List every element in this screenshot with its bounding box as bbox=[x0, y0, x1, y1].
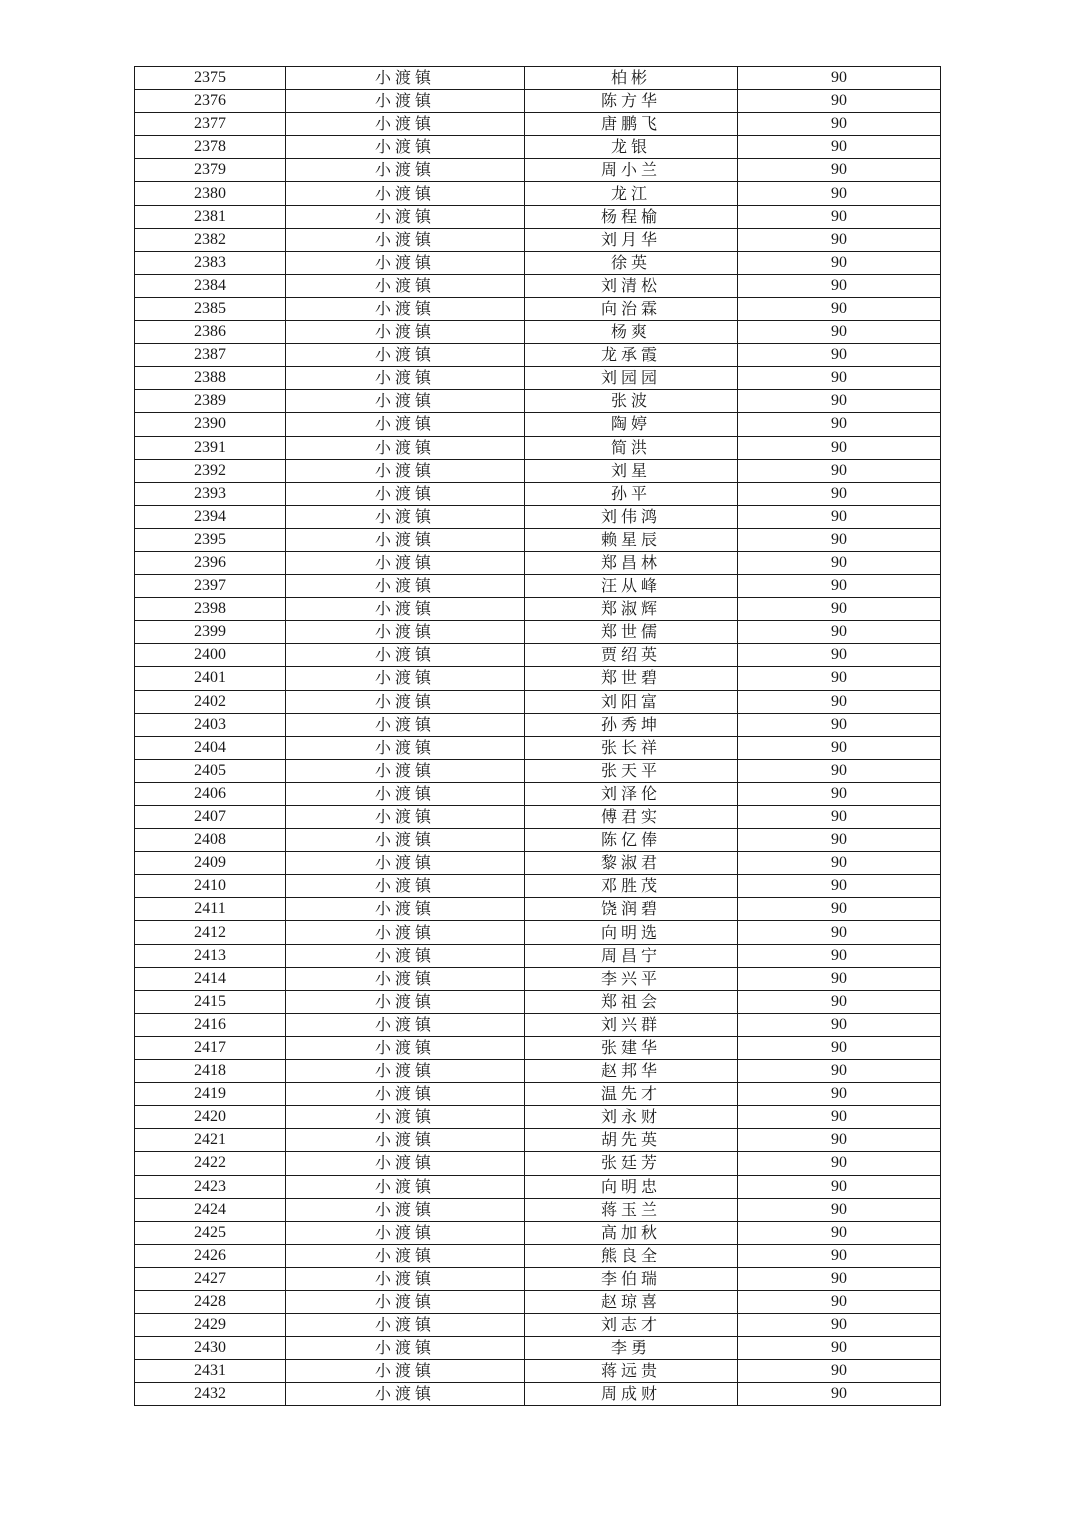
row-number-cell: 2405 bbox=[135, 759, 286, 782]
name-cell: 郑昌林 bbox=[525, 551, 738, 574]
score-cell: 90 bbox=[738, 667, 941, 690]
name-cell: 张廷芳 bbox=[525, 1152, 738, 1175]
table-row bbox=[135, 297, 941, 320]
town-cell: 小渡镇 bbox=[286, 1129, 525, 1152]
score-cell: 90 bbox=[738, 1175, 941, 1198]
row-number-cell: 2426 bbox=[135, 1244, 286, 1267]
town-cell: 小渡镇 bbox=[286, 159, 525, 182]
table-row bbox=[135, 1152, 941, 1175]
name-cell: 李兴平 bbox=[525, 967, 738, 990]
town-cell: 小渡镇 bbox=[286, 782, 525, 805]
town-cell: 小渡镇 bbox=[286, 1337, 525, 1360]
score-cell: 90 bbox=[738, 1383, 941, 1406]
town-cell: 小渡镇 bbox=[286, 1060, 525, 1083]
table-row bbox=[135, 159, 941, 182]
table-row bbox=[135, 575, 941, 598]
name-cell: 邓胜茂 bbox=[525, 875, 738, 898]
row-number-cell: 2416 bbox=[135, 1013, 286, 1036]
town-cell: 小渡镇 bbox=[286, 921, 525, 944]
score-cell: 90 bbox=[738, 367, 941, 390]
score-cell: 90 bbox=[738, 1198, 941, 1221]
table-row bbox=[135, 90, 941, 113]
score-cell: 90 bbox=[738, 344, 941, 367]
name-cell: 向治霖 bbox=[525, 297, 738, 320]
town-cell: 小渡镇 bbox=[286, 852, 525, 875]
score-cell: 90 bbox=[738, 1060, 941, 1083]
table-row bbox=[135, 852, 941, 875]
name-cell: 贾绍英 bbox=[525, 644, 738, 667]
town-cell: 小渡镇 bbox=[286, 598, 525, 621]
table-row bbox=[135, 274, 941, 297]
table-row bbox=[135, 367, 941, 390]
town-cell: 小渡镇 bbox=[286, 759, 525, 782]
table-row bbox=[135, 875, 941, 898]
score-cell: 90 bbox=[738, 1360, 941, 1383]
table-row bbox=[135, 1267, 941, 1290]
row-number-cell: 2387 bbox=[135, 344, 286, 367]
table-row bbox=[135, 436, 941, 459]
row-number-cell: 2397 bbox=[135, 575, 286, 598]
row-number-cell: 2425 bbox=[135, 1221, 286, 1244]
row-number-cell: 2409 bbox=[135, 852, 286, 875]
score-cell: 90 bbox=[738, 297, 941, 320]
table-row bbox=[135, 759, 941, 782]
table-row bbox=[135, 990, 941, 1013]
table-row bbox=[135, 690, 941, 713]
row-number-cell: 2376 bbox=[135, 90, 286, 113]
town-cell: 小渡镇 bbox=[286, 482, 525, 505]
town-cell: 小渡镇 bbox=[286, 274, 525, 297]
row-number-cell: 2421 bbox=[135, 1129, 286, 1152]
row-number-cell: 2427 bbox=[135, 1267, 286, 1290]
name-cell: 刘泽伦 bbox=[525, 782, 738, 805]
score-cell: 90 bbox=[738, 967, 941, 990]
row-number-cell: 2399 bbox=[135, 621, 286, 644]
town-cell: 小渡镇 bbox=[286, 528, 525, 551]
table-row bbox=[135, 505, 941, 528]
table-row bbox=[135, 321, 941, 344]
row-number-cell: 2411 bbox=[135, 898, 286, 921]
table-row bbox=[135, 1314, 941, 1337]
town-cell: 小渡镇 bbox=[286, 990, 525, 1013]
score-cell: 90 bbox=[738, 713, 941, 736]
row-number-cell: 2408 bbox=[135, 829, 286, 852]
name-cell: 刘伟鸿 bbox=[525, 505, 738, 528]
score-cell: 90 bbox=[738, 136, 941, 159]
name-cell: 陈方华 bbox=[525, 90, 738, 113]
roster-table-body bbox=[135, 67, 941, 1406]
table-row bbox=[135, 898, 941, 921]
town-cell: 小渡镇 bbox=[286, 90, 525, 113]
row-number-cell: 2385 bbox=[135, 297, 286, 320]
score-cell: 90 bbox=[738, 829, 941, 852]
score-cell: 90 bbox=[738, 90, 941, 113]
score-cell: 90 bbox=[738, 1290, 941, 1313]
score-cell: 90 bbox=[738, 159, 941, 182]
score-cell: 90 bbox=[738, 1267, 941, 1290]
score-cell: 90 bbox=[738, 736, 941, 759]
name-cell: 郑世碧 bbox=[525, 667, 738, 690]
row-number-cell: 2398 bbox=[135, 598, 286, 621]
score-cell: 90 bbox=[738, 205, 941, 228]
town-cell: 小渡镇 bbox=[286, 1383, 525, 1406]
score-cell: 90 bbox=[738, 1129, 941, 1152]
name-cell: 刘志才 bbox=[525, 1314, 738, 1337]
row-number-cell: 2422 bbox=[135, 1152, 286, 1175]
table-row bbox=[135, 251, 941, 274]
town-cell: 小渡镇 bbox=[286, 621, 525, 644]
row-number-cell: 2375 bbox=[135, 67, 286, 90]
table-row bbox=[135, 528, 941, 551]
row-number-cell: 2407 bbox=[135, 806, 286, 829]
name-cell: 张建华 bbox=[525, 1036, 738, 1059]
row-number-cell: 2382 bbox=[135, 228, 286, 251]
row-number-cell: 2419 bbox=[135, 1083, 286, 1106]
name-cell: 简洪 bbox=[525, 436, 738, 459]
score-cell: 90 bbox=[738, 1221, 941, 1244]
name-cell: 孙平 bbox=[525, 482, 738, 505]
table-row bbox=[135, 413, 941, 436]
table-row bbox=[135, 182, 941, 205]
row-number-cell: 2404 bbox=[135, 736, 286, 759]
name-cell: 黎淑君 bbox=[525, 852, 738, 875]
row-number-cell: 2388 bbox=[135, 367, 286, 390]
score-cell: 90 bbox=[738, 67, 941, 90]
table-row bbox=[135, 67, 941, 90]
town-cell: 小渡镇 bbox=[286, 1036, 525, 1059]
name-cell: 刘阳富 bbox=[525, 690, 738, 713]
score-cell: 90 bbox=[738, 459, 941, 482]
town-cell: 小渡镇 bbox=[286, 1290, 525, 1313]
row-number-cell: 2386 bbox=[135, 321, 286, 344]
name-cell: 向明忠 bbox=[525, 1175, 738, 1198]
name-cell: 张长祥 bbox=[525, 736, 738, 759]
town-cell: 小渡镇 bbox=[286, 1221, 525, 1244]
name-cell: 龙银 bbox=[525, 136, 738, 159]
name-cell: 周昌宁 bbox=[525, 944, 738, 967]
name-cell: 刘月华 bbox=[525, 228, 738, 251]
table-row bbox=[135, 1013, 941, 1036]
score-cell: 90 bbox=[738, 690, 941, 713]
row-number-cell: 2395 bbox=[135, 528, 286, 551]
table-row bbox=[135, 1106, 941, 1129]
table-row bbox=[135, 967, 941, 990]
name-cell: 蒋远贵 bbox=[525, 1360, 738, 1383]
name-cell: 孙秀坤 bbox=[525, 713, 738, 736]
table-row bbox=[135, 944, 941, 967]
town-cell: 小渡镇 bbox=[286, 575, 525, 598]
row-number-cell: 2406 bbox=[135, 782, 286, 805]
name-cell: 张波 bbox=[525, 390, 738, 413]
town-cell: 小渡镇 bbox=[286, 898, 525, 921]
table-row bbox=[135, 551, 941, 574]
table-row bbox=[135, 136, 941, 159]
table-row bbox=[135, 1036, 941, 1059]
score-cell: 90 bbox=[738, 875, 941, 898]
town-cell: 小渡镇 bbox=[286, 321, 525, 344]
town-cell: 小渡镇 bbox=[286, 806, 525, 829]
name-cell: 饶润碧 bbox=[525, 898, 738, 921]
name-cell: 龙江 bbox=[525, 182, 738, 205]
name-cell: 蒋玉兰 bbox=[525, 1198, 738, 1221]
name-cell: 温先才 bbox=[525, 1083, 738, 1106]
score-cell: 90 bbox=[738, 644, 941, 667]
score-cell: 90 bbox=[738, 1314, 941, 1337]
name-cell: 周成财 bbox=[525, 1383, 738, 1406]
score-cell: 90 bbox=[738, 482, 941, 505]
score-cell: 90 bbox=[738, 1244, 941, 1267]
town-cell: 小渡镇 bbox=[286, 667, 525, 690]
score-cell: 90 bbox=[738, 1036, 941, 1059]
table-row bbox=[135, 390, 941, 413]
row-number-cell: 2401 bbox=[135, 667, 286, 690]
row-number-cell: 2413 bbox=[135, 944, 286, 967]
table-row bbox=[135, 482, 941, 505]
town-cell: 小渡镇 bbox=[286, 205, 525, 228]
table-row bbox=[135, 1129, 941, 1152]
name-cell: 刘永财 bbox=[525, 1106, 738, 1129]
score-cell: 90 bbox=[738, 990, 941, 1013]
row-number-cell: 2394 bbox=[135, 505, 286, 528]
name-cell: 赵琼喜 bbox=[525, 1290, 738, 1313]
row-number-cell: 2377 bbox=[135, 113, 286, 136]
table-row bbox=[135, 921, 941, 944]
town-cell: 小渡镇 bbox=[286, 1013, 525, 1036]
row-number-cell: 2428 bbox=[135, 1290, 286, 1313]
town-cell: 小渡镇 bbox=[286, 67, 525, 90]
table-row bbox=[135, 1244, 941, 1267]
score-cell: 90 bbox=[738, 1083, 941, 1106]
table-row bbox=[135, 459, 941, 482]
town-cell: 小渡镇 bbox=[286, 875, 525, 898]
name-cell: 刘园园 bbox=[525, 367, 738, 390]
score-cell: 90 bbox=[738, 575, 941, 598]
name-cell: 赵邦华 bbox=[525, 1060, 738, 1083]
score-cell: 90 bbox=[738, 182, 941, 205]
town-cell: 小渡镇 bbox=[286, 390, 525, 413]
row-number-cell: 2381 bbox=[135, 205, 286, 228]
name-cell: 郑淑辉 bbox=[525, 598, 738, 621]
row-number-cell: 2383 bbox=[135, 251, 286, 274]
score-cell: 90 bbox=[738, 228, 941, 251]
town-cell: 小渡镇 bbox=[286, 182, 525, 205]
town-cell: 小渡镇 bbox=[286, 344, 525, 367]
town-cell: 小渡镇 bbox=[286, 713, 525, 736]
table-row bbox=[135, 667, 941, 690]
table-row bbox=[135, 1290, 941, 1313]
row-number-cell: 2379 bbox=[135, 159, 286, 182]
name-cell: 陈亿俸 bbox=[525, 829, 738, 852]
row-number-cell: 2417 bbox=[135, 1036, 286, 1059]
town-cell: 小渡镇 bbox=[286, 1198, 525, 1221]
row-number-cell: 2390 bbox=[135, 413, 286, 436]
town-cell: 小渡镇 bbox=[286, 459, 525, 482]
row-number-cell: 2414 bbox=[135, 967, 286, 990]
name-cell: 郑世儒 bbox=[525, 621, 738, 644]
row-number-cell: 2432 bbox=[135, 1383, 286, 1406]
name-cell: 熊良全 bbox=[525, 1244, 738, 1267]
table-row bbox=[135, 736, 941, 759]
town-cell: 小渡镇 bbox=[286, 690, 525, 713]
row-number-cell: 2402 bbox=[135, 690, 286, 713]
score-cell: 90 bbox=[738, 251, 941, 274]
row-number-cell: 2420 bbox=[135, 1106, 286, 1129]
table-row bbox=[135, 1360, 941, 1383]
town-cell: 小渡镇 bbox=[286, 1106, 525, 1129]
name-cell: 刘兴群 bbox=[525, 1013, 738, 1036]
town-cell: 小渡镇 bbox=[286, 1083, 525, 1106]
town-cell: 小渡镇 bbox=[286, 297, 525, 320]
name-cell: 李勇 bbox=[525, 1337, 738, 1360]
town-cell: 小渡镇 bbox=[286, 1314, 525, 1337]
town-cell: 小渡镇 bbox=[286, 136, 525, 159]
town-cell: 小渡镇 bbox=[286, 829, 525, 852]
score-cell: 90 bbox=[738, 551, 941, 574]
score-cell: 90 bbox=[738, 621, 941, 644]
town-cell: 小渡镇 bbox=[286, 1267, 525, 1290]
score-cell: 90 bbox=[738, 505, 941, 528]
table-row bbox=[135, 1083, 941, 1106]
table-row bbox=[135, 1221, 941, 1244]
score-cell: 90 bbox=[738, 390, 941, 413]
name-cell: 刘清松 bbox=[525, 274, 738, 297]
town-cell: 小渡镇 bbox=[286, 944, 525, 967]
table-row bbox=[135, 806, 941, 829]
row-number-cell: 2391 bbox=[135, 436, 286, 459]
row-number-cell: 2423 bbox=[135, 1175, 286, 1198]
table-row bbox=[135, 644, 941, 667]
row-number-cell: 2424 bbox=[135, 1198, 286, 1221]
name-cell: 杨爽 bbox=[525, 321, 738, 344]
name-cell: 汪从峰 bbox=[525, 575, 738, 598]
name-cell: 陶婷 bbox=[525, 413, 738, 436]
name-cell: 唐鹏飞 bbox=[525, 113, 738, 136]
table-row bbox=[135, 621, 941, 644]
score-cell: 90 bbox=[738, 921, 941, 944]
town-cell: 小渡镇 bbox=[286, 551, 525, 574]
name-cell: 刘星 bbox=[525, 459, 738, 482]
name-cell: 周小兰 bbox=[525, 159, 738, 182]
name-cell: 李伯瑞 bbox=[525, 1267, 738, 1290]
town-cell: 小渡镇 bbox=[286, 113, 525, 136]
table-row bbox=[135, 713, 941, 736]
row-number-cell: 2380 bbox=[135, 182, 286, 205]
table-row bbox=[135, 1337, 941, 1360]
row-number-cell: 2410 bbox=[135, 875, 286, 898]
row-number-cell: 2396 bbox=[135, 551, 286, 574]
town-cell: 小渡镇 bbox=[286, 1360, 525, 1383]
score-cell: 90 bbox=[738, 1337, 941, 1360]
score-cell: 90 bbox=[738, 806, 941, 829]
name-cell: 傅君实 bbox=[525, 806, 738, 829]
name-cell: 郑祖会 bbox=[525, 990, 738, 1013]
name-cell: 徐英 bbox=[525, 251, 738, 274]
town-cell: 小渡镇 bbox=[286, 413, 525, 436]
town-cell: 小渡镇 bbox=[286, 505, 525, 528]
table-row bbox=[135, 1175, 941, 1198]
row-number-cell: 2431 bbox=[135, 1360, 286, 1383]
town-cell: 小渡镇 bbox=[286, 436, 525, 459]
name-cell: 高加秋 bbox=[525, 1221, 738, 1244]
town-cell: 小渡镇 bbox=[286, 251, 525, 274]
table-row bbox=[135, 113, 941, 136]
table-row bbox=[135, 1060, 941, 1083]
table-row bbox=[135, 1383, 941, 1406]
row-number-cell: 2415 bbox=[135, 990, 286, 1013]
score-cell: 90 bbox=[738, 321, 941, 344]
name-cell: 胡先英 bbox=[525, 1129, 738, 1152]
row-number-cell: 2430 bbox=[135, 1337, 286, 1360]
name-cell: 向明选 bbox=[525, 921, 738, 944]
row-number-cell: 2389 bbox=[135, 390, 286, 413]
score-cell: 90 bbox=[738, 1152, 941, 1175]
score-cell: 90 bbox=[738, 759, 941, 782]
row-number-cell: 2403 bbox=[135, 713, 286, 736]
row-number-cell: 2378 bbox=[135, 136, 286, 159]
table-row bbox=[135, 1198, 941, 1221]
name-cell: 张天平 bbox=[525, 759, 738, 782]
town-cell: 小渡镇 bbox=[286, 367, 525, 390]
score-cell: 90 bbox=[738, 436, 941, 459]
row-number-cell: 2400 bbox=[135, 644, 286, 667]
town-cell: 小渡镇 bbox=[286, 228, 525, 251]
row-number-cell: 2412 bbox=[135, 921, 286, 944]
name-cell: 柏彬 bbox=[525, 67, 738, 90]
score-cell: 90 bbox=[738, 1106, 941, 1129]
name-cell: 赖星辰 bbox=[525, 528, 738, 551]
score-cell: 90 bbox=[738, 274, 941, 297]
row-number-cell: 2384 bbox=[135, 274, 286, 297]
roster-table bbox=[134, 66, 941, 1406]
row-number-cell: 2392 bbox=[135, 459, 286, 482]
table-row bbox=[135, 205, 941, 228]
score-cell: 90 bbox=[738, 598, 941, 621]
row-number-cell: 2393 bbox=[135, 482, 286, 505]
score-cell: 90 bbox=[738, 944, 941, 967]
score-cell: 90 bbox=[738, 782, 941, 805]
town-cell: 小渡镇 bbox=[286, 1244, 525, 1267]
table-row bbox=[135, 344, 941, 367]
name-cell: 杨程榆 bbox=[525, 205, 738, 228]
row-number-cell: 2429 bbox=[135, 1314, 286, 1337]
town-cell: 小渡镇 bbox=[286, 1152, 525, 1175]
town-cell: 小渡镇 bbox=[286, 1175, 525, 1198]
table-row bbox=[135, 829, 941, 852]
score-cell: 90 bbox=[738, 1013, 941, 1036]
town-cell: 小渡镇 bbox=[286, 644, 525, 667]
score-cell: 90 bbox=[738, 113, 941, 136]
score-cell: 90 bbox=[738, 528, 941, 551]
town-cell: 小渡镇 bbox=[286, 736, 525, 759]
score-cell: 90 bbox=[738, 413, 941, 436]
name-cell: 龙承霞 bbox=[525, 344, 738, 367]
table-row bbox=[135, 598, 941, 621]
score-cell: 90 bbox=[738, 852, 941, 875]
score-cell: 90 bbox=[738, 898, 941, 921]
table-row bbox=[135, 228, 941, 251]
table-row bbox=[135, 782, 941, 805]
town-cell: 小渡镇 bbox=[286, 967, 525, 990]
row-number-cell: 2418 bbox=[135, 1060, 286, 1083]
